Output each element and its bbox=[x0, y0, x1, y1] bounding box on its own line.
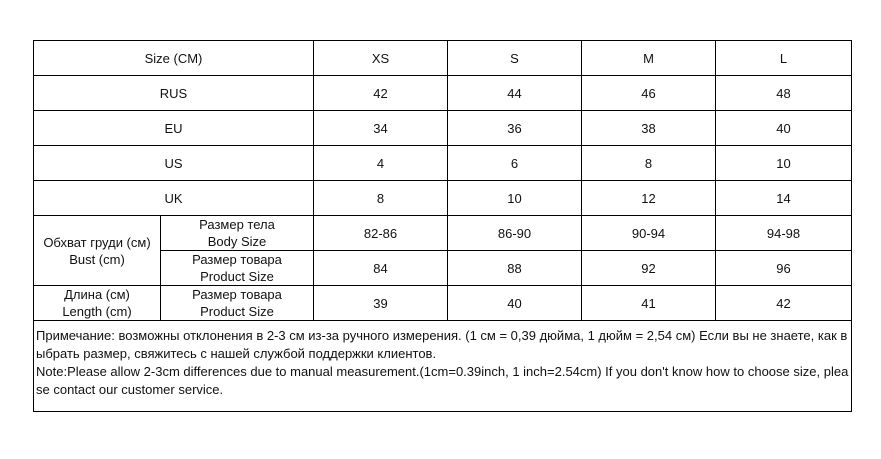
table-row-us bbox=[34, 146, 852, 181]
table-cell: 8 bbox=[314, 181, 448, 216]
table-cell: 38 bbox=[582, 111, 716, 146]
product-size-label-ru: Размер товара bbox=[192, 252, 282, 267]
table-cell: 88 bbox=[448, 251, 582, 286]
table-cell: 41 bbox=[582, 286, 716, 321]
product-size-label-cell bbox=[161, 251, 314, 286]
size-s-header: S bbox=[448, 41, 582, 76]
table-cell: 14 bbox=[716, 181, 852, 216]
header-label-cell: Size (CM) bbox=[34, 41, 314, 76]
row-label: UK bbox=[34, 181, 314, 216]
table-cell: 36 bbox=[448, 111, 582, 146]
size-m-header: M bbox=[582, 41, 716, 76]
table-row-uk bbox=[34, 181, 852, 216]
length-label-en: Length (cm) bbox=[62, 304, 132, 319]
note-en: Note:Please allow 2-3cm differences due to manual measurement.(1cm=0.39inch, 1 inch=2.54cm) If you don't know how to choose size, please contact our customer service. bbox=[36, 364, 849, 397]
table-cell: 40 bbox=[716, 111, 852, 146]
table-cell: 96 bbox=[716, 251, 852, 286]
table-row-length-product bbox=[34, 286, 852, 321]
table-row-eu bbox=[34, 111, 852, 146]
table-cell: 94-98 bbox=[716, 216, 852, 251]
table-row-rus bbox=[34, 76, 852, 111]
body-size-label-en: Body Size bbox=[207, 234, 267, 249]
table-cell: 4 bbox=[314, 146, 448, 181]
table-cell: 92 bbox=[582, 251, 716, 286]
table-cell: 48 bbox=[716, 76, 852, 111]
table-cell: 34 bbox=[314, 111, 448, 146]
table-cell: 40 bbox=[448, 286, 582, 321]
table-row-bust-body bbox=[34, 216, 852, 251]
size-chart-table bbox=[33, 40, 852, 412]
length-label-cell bbox=[34, 286, 161, 321]
note-ru: Примечание: возможны отклонения в 2-3 см из-за ручного измерения. (1 см = 0,39 дюйма, 1 дюйм = 2,54 см) Если вы не знаете, как выбрать размер, свяжитесь с нашей службой поддержки клиентов. bbox=[36, 328, 848, 361]
body-size-label-ru: Размер тела bbox=[199, 217, 275, 232]
length-product-label-en: Product Size bbox=[200, 304, 274, 319]
table-cell: 82-86 bbox=[314, 216, 448, 251]
bust-label-cell bbox=[34, 216, 161, 286]
table-cell: 12 bbox=[582, 181, 716, 216]
length-label-ru: Длина (см) bbox=[64, 287, 130, 302]
row-label: EU bbox=[34, 111, 314, 146]
table-cell: 39 bbox=[314, 286, 448, 321]
header-row bbox=[34, 41, 852, 76]
table-cell: 42 bbox=[314, 76, 448, 111]
table-cell: 10 bbox=[716, 146, 852, 181]
size-l-header: L bbox=[716, 41, 852, 76]
table-cell: 42 bbox=[716, 286, 852, 321]
length-product-size-label-cell bbox=[161, 286, 314, 321]
table-cell: 10 bbox=[448, 181, 582, 216]
table-cell: 6 bbox=[448, 146, 582, 181]
table-cell: 44 bbox=[448, 76, 582, 111]
row-label: US bbox=[34, 146, 314, 181]
note-row bbox=[34, 321, 852, 412]
table-cell: 46 bbox=[582, 76, 716, 111]
note-cell bbox=[34, 321, 852, 412]
table-cell: 90-94 bbox=[582, 216, 716, 251]
length-product-label-ru: Размер товара bbox=[192, 287, 282, 302]
bust-label-en: Bust (cm) bbox=[69, 251, 125, 267]
table-cell: 84 bbox=[314, 251, 448, 286]
body-size-label-cell bbox=[161, 216, 314, 251]
table-cell: 8 bbox=[582, 146, 716, 181]
bust-label-ru: Обхват груди (см) bbox=[43, 234, 151, 250]
size-xs-header: XS bbox=[314, 41, 448, 76]
row-label: RUS bbox=[34, 76, 314, 111]
product-size-label-en: Product Size bbox=[200, 269, 274, 284]
table-cell: 86-90 bbox=[448, 216, 582, 251]
